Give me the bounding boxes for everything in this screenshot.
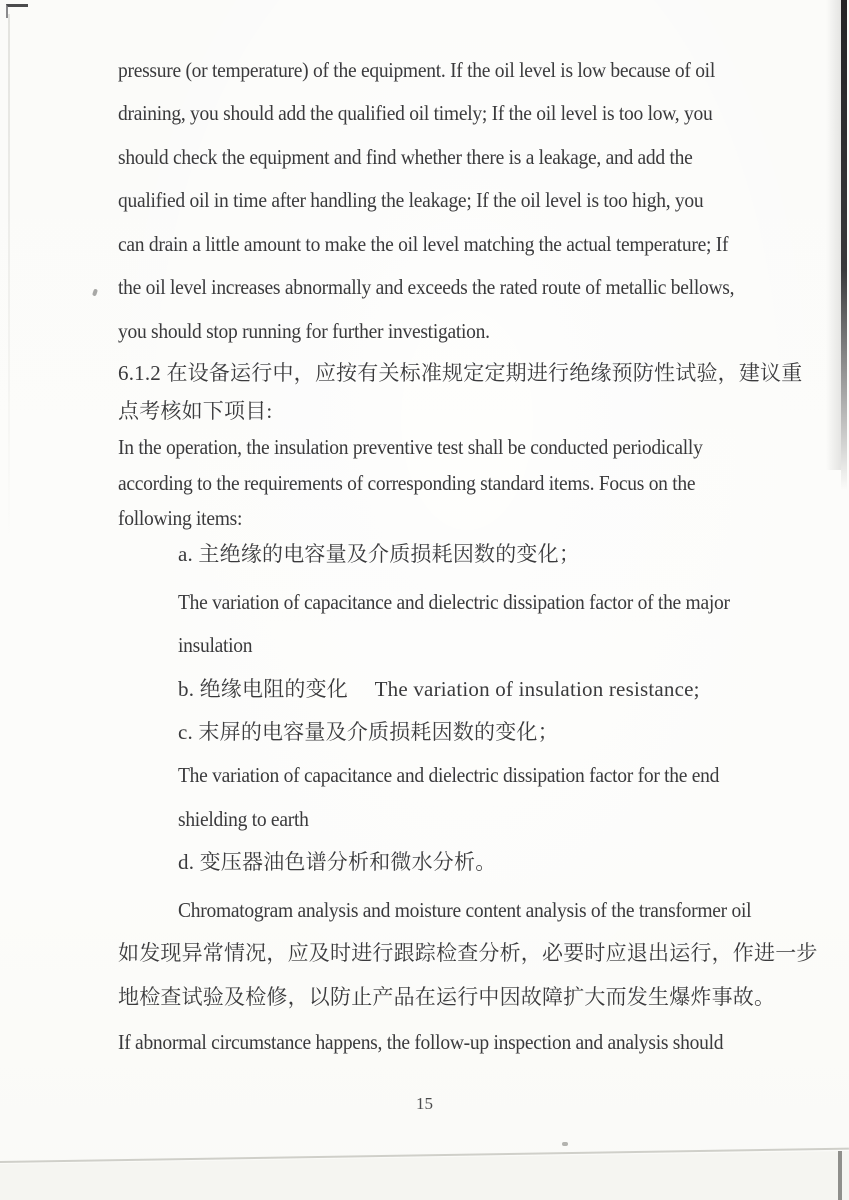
section-heading-line: 点考核如下项目: [118,399,273,423]
paragraph-line: according to the requirements of corresponding standard items. Focus on the [118,471,696,495]
list-item-line: b. 绝缘电阻的变化 The variation of insulation resistance; [178,677,700,701]
list-item-line: insulation [178,633,253,657]
scan-left-edge-line [8,14,10,534]
paragraph-line: 地检查试验及检修，以防止产品在运行中因故障扩大而发生爆炸事故。 [118,985,776,1009]
scan-speck [92,289,98,297]
list-item-line: Chromatogram analysis and moisture content analysis of the transformer oil [178,898,752,922]
paragraph-line: qualified oil in time after handling the leakage; If the oil level is too high, you [118,188,704,212]
paragraph-line: you should stop running for further investigation. [118,319,490,343]
paragraph-line: should check the equipment and find whether there is a leakage, and add the [118,145,693,169]
list-item-line: a. 主绝缘的电容量及介质损耗因数的变化； [178,542,581,566]
scan-right-edge-shadow [826,0,841,470]
scan-speck [562,1142,568,1146]
list-item-line: The variation of capacitance and dielectric dissipation factor for the end [178,763,720,787]
list-item-line: The variation of capacitance and dielectric dissipation factor of the major [178,590,730,614]
scan-right-edge-dark-line [841,0,847,490]
list-item-line: d. 变压器油色谱分析和微水分析。 [178,850,497,874]
scan-page-bottom-edge-area [0,1145,849,1200]
paragraph-line: draining, you should add the qualified oil timely; If the oil level is too low, you [118,101,713,125]
paragraph-line: In the operation, the insulation preventive test shall be conducted periodically [118,435,703,459]
paragraph-line: If abnormal circumstance happens, the follow-up inspection and analysis should [118,1030,724,1054]
list-item-line: shielding to earth [178,807,309,831]
paragraph-line: can drain a little amount to make the oil level matching the actual temperature; If [118,232,729,256]
scan-bottom-right-dark-line [838,1151,842,1200]
paragraph-line: the oil level increases abnormally and exceeds the rated route of metallic bellows, [118,275,735,299]
paragraph-line: following items: [118,506,243,530]
section-heading-line: 6.1.2 在设备运行中，应按有关标准规定定期进行绝缘预防性试验，建议重 [118,361,803,385]
list-item-line: c. 末屏的电容量及介质损耗因数的变化； [178,720,559,744]
page-number: 15 [416,1094,433,1113]
paragraph-line: 如发现异常情况，应及时进行跟踪检查分析，必要时应退出运行，作进一步 [118,941,818,965]
paragraph-line: pressure (or temperature) of the equipment. If the oil level is low because of oil [118,58,715,82]
